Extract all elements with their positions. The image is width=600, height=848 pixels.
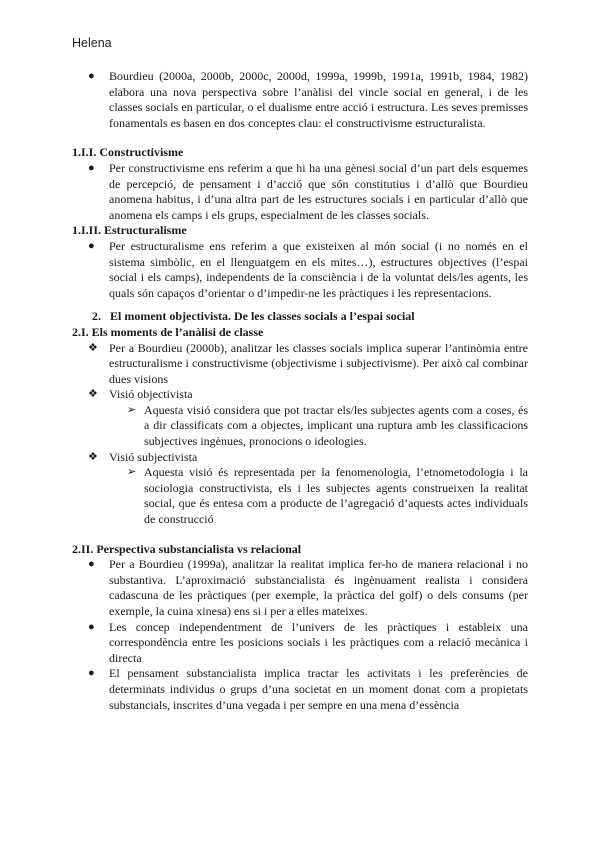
- diamond-bullet-icon: ❖: [88, 341, 98, 354]
- arrow-bullet-icon: ➢: [127, 403, 137, 416]
- sub-item-subjectivista: [127, 465, 528, 527]
- page-header-author: Helena: [72, 36, 112, 50]
- constructivisme-paragraph: Per constructivisme ens referim a que hi ha una gènesi social d’un part dels esquemes de percepció, de pensament i d’acció que són constitutius i d’allò que Bourdieu anomena habitus, i d’una altra part de les estructures socials i en particular d’allò que anomena els camps i els grups, especialment de les classes socials.: [109, 160, 528, 222]
- bullet-dot-icon: ●: [88, 558, 95, 571]
- arrow-bullet-icon: ➢: [127, 466, 137, 479]
- list-item-pensament: [88, 666, 528, 713]
- heading-perspectiva-substancialista: 2.II. Perspectiva substancialista vs relacional: [72, 541, 302, 556]
- bullet-dot-icon: ●: [88, 620, 95, 633]
- label-visio-objectivista: Visió objectivista: [109, 387, 193, 402]
- paragraph-concep: Les concep independentment de l’univers de les pràctiques i estableix una correspondència entre les posicions socials i les pràctiques com a relació mecànica i directa: [109, 619, 528, 665]
- paragraph-subjectivista: Aquesta visió és representada per la fenomenologia, l’etnometodologia i la sociologia constructivista, els i les subjectes agents construeixen la realitat social, que és entesa com a producte de l’agregació d’aquests actes individuals de construcció: [144, 465, 528, 527]
- list-item-relacional: [88, 557, 528, 619]
- paragraph-analitzar-classes: Per a Bourdieu (2000b), analitzar les classes socials implica superar l’antinòmia entre estructuralisme i constructivisme (objectivisme i subjectivisme). Per això cal combinar dues visions: [109, 340, 528, 386]
- diamond-bullet-icon: ❖: [88, 450, 98, 463]
- bullet-dot-icon: ●: [88, 667, 95, 680]
- list-item-analitzar-classes: [88, 341, 528, 388]
- diamond-bullet-icon: ❖: [88, 388, 98, 401]
- paragraph-relacional: Per a Bourdieu (1999a), analitzar la realitat implica fer-ho de manera relacional i no substantiva. L’aproximació substancialista és ingènuament realista i considera cadascuna de les pràctiques (per exemple, la pràctica del golf) o dels consums (per exemple, la cuina xinesa) ens si i per a elles mateixes.: [109, 557, 528, 618]
- list-item-visio-subjectivista: [88, 450, 528, 466]
- section-title: El moment objectivista. De les classes socials a l’espai social: [110, 309, 415, 324]
- bullet-dot-icon: ●: [88, 239, 95, 252]
- list-item-concep: [88, 620, 528, 667]
- estructuralisme-list-item: [88, 239, 528, 301]
- heading-moments-analisi: 2.I. Els moments de l’anàlisi de classe: [72, 324, 264, 339]
- paragraph-objectivista: Aquesta visió considera que pot tractar els/les subjectes agents com a coses, és a dir classificats com a objectes, implicant una ruptura amb les classificacions subjectives ingènues, pronocions o ideologies.: [144, 402, 528, 449]
- bullet-dot-icon: ●: [88, 161, 95, 174]
- heading-moment-objectivista: [92, 309, 528, 325]
- list-item-visio-objectivista: [88, 387, 528, 403]
- intro-list-item: [88, 69, 528, 131]
- document-body: [72, 69, 528, 713]
- label-visio-subjectivista: Visió subjectivista: [109, 449, 198, 464]
- intro-paragraph: Bourdieu (2000a, 2000b, 2000c, 2000d, 1999a, 1999b, 1991a, 1991b, 1984, 1982) elabora una nova perspectiva sobre l’anàlisi del vincle social en general, i de les classes socials en particular, o el dualisme entre acció i estructura. Les seves premisses fonamentals es basen en dos conceptes clau: el constructivisme estructuralista.: [109, 69, 528, 130]
- bullet-dot-icon: ●: [88, 70, 95, 82]
- section-number: 2.: [92, 309, 101, 324]
- paragraph-pensament: El pensament substancialista implica tractar les activitats i les preferències de determinats individus o grups d’una societat en un moment donat com a propietats substancials, inscrites d’una vegada i per sempre en una mena d’essència: [109, 666, 528, 712]
- constructivisme-list-item: [88, 161, 528, 223]
- sub-item-objectivista: [127, 403, 528, 450]
- heading-constructivisme: 1.I.I. Constructivisme: [72, 145, 184, 160]
- heading-estructuralisme: 1.I.II. Estructuralisme: [72, 223, 187, 238]
- estructuralisme-paragraph: Per estructuralisme ens referim a que existeixen al món social (i no només en el sistema simbòlic, en el llenguatgem en els mites…), estructures objectives (l’espai social i els camps), independents de la consciència i de la voluntat dels/les agents, les quals són capaços d’orientar o d’impedir-ne les pràctiques i les representacions.: [109, 238, 528, 300]
